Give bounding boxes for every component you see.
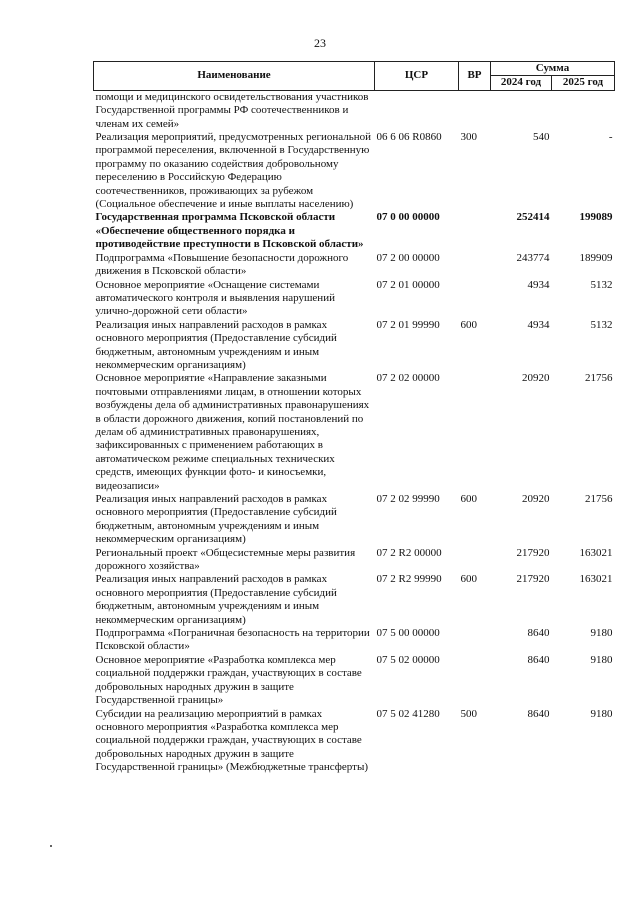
row-name: Региональный проект «Общесистемные меры развития дорожного хозяйства» xyxy=(95,546,356,573)
row-csr: 07 5 02 41280 xyxy=(376,707,440,720)
header-year-2025: 2025 год xyxy=(552,76,615,90)
row-sum-2025: 163021 xyxy=(579,573,613,586)
row-sum-2024: 4934 xyxy=(527,318,550,331)
header-csr: ЦСР xyxy=(375,62,459,91)
row-sum-2024: 8640 xyxy=(527,627,550,640)
table-row xyxy=(94,372,615,493)
row-name: Реализация иных направлений расходов в рамках основного мероприятия (Предоставление субсидий бюджетным, автономным учреждениям и иным некоммерческим организациям) xyxy=(95,493,337,546)
row-csr: 07 0 00 00000 xyxy=(376,211,440,224)
row-name: помощи и медицинского освидетельствования участников Государственной программы РФ соотечественников и членам их семей» xyxy=(95,90,369,130)
table-row xyxy=(94,654,615,708)
row-sum-2025: 21756 xyxy=(585,493,613,505)
row-sum-2025: 199089 xyxy=(579,211,613,224)
row-sum-2025: 5132 xyxy=(590,318,613,331)
header-sum: Сумма xyxy=(491,62,615,76)
row-vr: 500 xyxy=(460,707,477,720)
row-name: Реализация иных направлений расходов в рамках основного мероприятия (Предоставление субсидий бюджетным, автономным учреждениям и иным некоммерческим организациям) xyxy=(95,318,337,371)
row-name: Основное мероприятие «Направление заказными почтовыми отправлениями лицам, в отношении которых возбуждены дела об административных правонарушениях в области дорожного движения, копий постановлений по делам об административных правонарушениях, зафиксированных с применением работающих в автоматическом режиме специальных технических средств, имеющих функции фото- и киносъемки, видеозаписи» xyxy=(95,372,370,492)
row-sum-2025: 163021 xyxy=(579,546,613,559)
row-sum-2025: 9180 xyxy=(590,653,613,666)
row-name: Реализация иных направлений расходов в рамках основного мероприятия (Предоставление субсидий бюджетным, автономным учреждениям и иным некоммерческим организациям) xyxy=(95,573,337,626)
row-sum-2024: 20920 xyxy=(522,372,550,385)
row-vr xyxy=(459,627,491,654)
row-name: Подпрограмма «Повышение безопасности дорожного движения в Псковской области» xyxy=(95,251,349,278)
row-csr: 07 2 00 00000 xyxy=(376,251,440,264)
table-row xyxy=(94,547,615,574)
table-row xyxy=(94,493,615,547)
row-sum-2025: 21756 xyxy=(585,372,613,385)
header-vr: ВР xyxy=(459,62,491,91)
row-sum-2024 xyxy=(491,90,552,131)
row-csr: 07 2 02 99990 xyxy=(376,493,440,505)
row-sum-2024: 217920 xyxy=(516,573,550,586)
table-header xyxy=(94,62,615,91)
row-sum-2024: 217920 xyxy=(516,546,550,559)
row-sum-2025: - xyxy=(608,131,613,144)
row-sum-2025: 9180 xyxy=(590,707,613,720)
table-row xyxy=(94,627,615,654)
row-sum-2024: 8640 xyxy=(527,707,550,720)
row-name: Подпрограмма «Пограничная безопасность на территории Псковской области» xyxy=(95,627,370,653)
row-csr: 07 2 R2 00000 xyxy=(376,546,442,559)
row-vr xyxy=(459,654,491,708)
row-vr xyxy=(459,547,491,574)
table-row xyxy=(94,573,615,627)
table-row xyxy=(94,708,615,775)
budget-table-container xyxy=(93,61,614,775)
row-name: Основное мероприятие «Разработка комплекса мер социальной поддержки граждан, участвующих в составе добровольных народных дружин в защите Государственной границы» xyxy=(95,653,362,707)
row-sum-2025: 5132 xyxy=(590,278,613,291)
row-sum-2025: 9180 xyxy=(590,627,613,640)
page-number: 23 xyxy=(314,36,326,50)
table-body xyxy=(94,90,615,774)
table-row xyxy=(94,90,615,131)
row-csr: 07 2 02 00000 xyxy=(376,372,440,385)
row-name: Реализация мероприятий, предусмотренных региональной программой переселения, включенной в Государственную программу по оказанию содействия добровольному переселению в Российскую Федерацию соотечественников, проживающих за рубежом (Социальное обеспечение и иные выплаты населению) xyxy=(95,131,371,211)
row-name: Государственная программа Псковской области «Обеспечение общественного порядка и противодействие преступности в Псковской области» xyxy=(95,211,364,251)
row-sum-2024: 4934 xyxy=(527,278,550,291)
row-sum-2025: 189909 xyxy=(579,251,613,264)
row-csr: 07 2 01 99990 xyxy=(376,318,440,331)
row-vr: 600 xyxy=(460,493,477,505)
row-csr: 07 5 02 00000 xyxy=(376,653,440,666)
row-name: Основное мероприятие «Оснащение системами автоматического контроля и выявления нарушений улично-дорожной сети области» xyxy=(95,278,335,318)
row-csr xyxy=(375,90,459,131)
row-sum-2024: 243774 xyxy=(516,251,550,264)
row-name: Субсидии на реализацию мероприятий в рамках основного мероприятия «Разработка комплекса мер социальной поддержки граждан, участвующих в составе добровольных народных дружин в защите Государственной границы» (Межбюджетные трансферты) xyxy=(95,707,368,774)
row-vr xyxy=(459,90,491,131)
row-sum-2025 xyxy=(552,90,615,131)
row-vr: 600 xyxy=(460,573,477,586)
row-sum-2024: 20920 xyxy=(522,493,550,505)
header-year-2024: 2024 год xyxy=(491,76,552,90)
row-sum-2024: 540 xyxy=(533,131,550,144)
table-row xyxy=(94,131,615,211)
table-row xyxy=(94,211,615,251)
row-csr: 07 2 01 00000 xyxy=(376,278,440,291)
row-csr: 07 2 R2 99990 xyxy=(376,573,442,586)
row-vr xyxy=(459,279,491,319)
row-vr xyxy=(459,252,491,279)
row-csr: 07 5 00 00000 xyxy=(376,627,440,640)
table-row xyxy=(94,252,615,279)
header-name: Наименование xyxy=(94,62,375,91)
table-row xyxy=(94,279,615,319)
row-vr: 600 xyxy=(460,318,477,331)
row-csr: 06 6 06 R0860 xyxy=(376,131,442,144)
table-row xyxy=(94,319,615,373)
scan-dot xyxy=(50,845,52,847)
row-vr xyxy=(459,211,491,251)
row-sum-2024: 8640 xyxy=(527,653,550,666)
row-sum-2024: 252414 xyxy=(516,211,550,224)
row-vr: 300 xyxy=(460,131,477,144)
row-vr xyxy=(459,372,491,493)
budget-table xyxy=(93,61,615,775)
